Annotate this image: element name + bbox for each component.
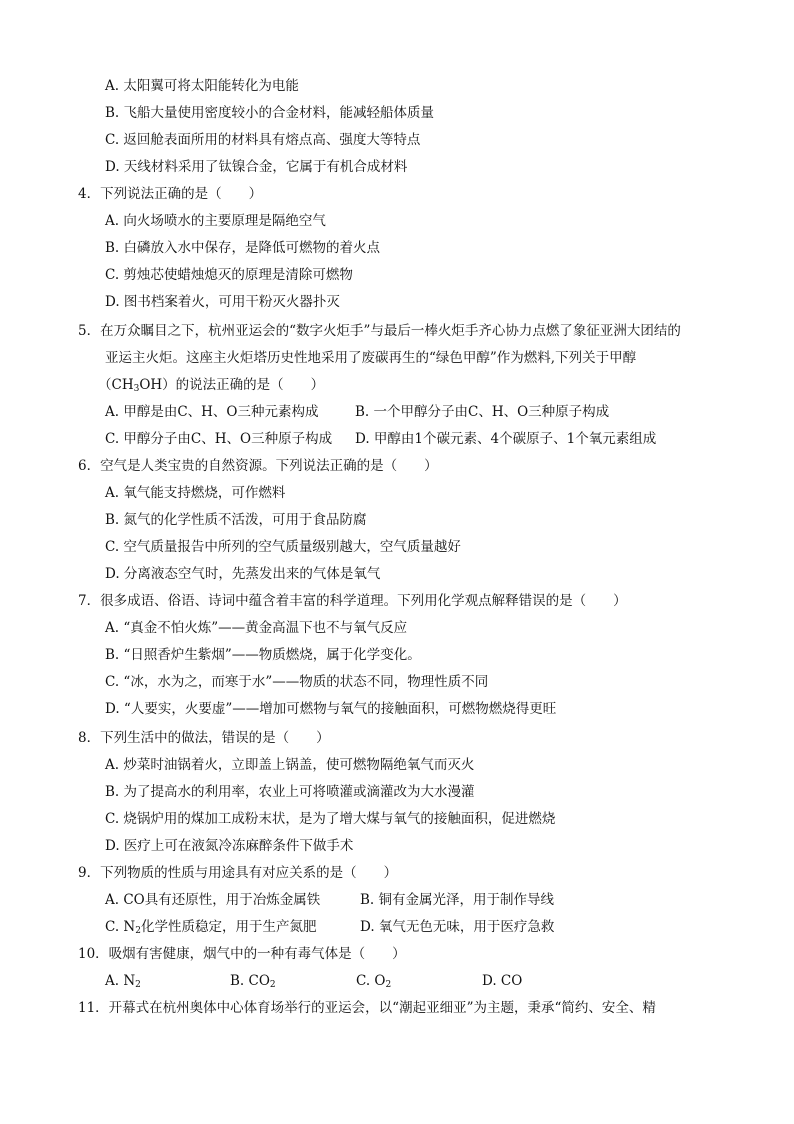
q5-option-d: D. 甲醇由1个碳元素、4个碳原子、1个氧元素组成 (355, 431, 657, 447)
q6-option-a: A. 氧气能支持燃烧，可作燃料 (105, 485, 286, 501)
q5-option-a: A. 甲醇是由C、H、O三种元素构成 (105, 404, 319, 420)
q9-option-c-pre: C. N (105, 919, 136, 935)
q10-option-b-sub: 2 (269, 980, 276, 990)
q11-stem: 11．开幕式在杭州奥体中心体育场举行的亚运会，以“潮起亚细亚”为主题，秉承“简约、安全、精 (78, 1000, 656, 1016)
q10-option-a (105, 972, 141, 994)
q9-option-c-sub: 2 (135, 926, 141, 936)
q5-formula-pre: （CH (98, 377, 134, 393)
q5-stem-line1: 5．在万众瞩目之下，杭州亚运会的“数字火炬手”与最后一棒火炬手齐心协力点燃了象征亚洲大团结的 (78, 323, 681, 339)
q4-option-b: B. 白磷放入水中保存，是降低可燃物的着火点 (105, 240, 381, 256)
q6-option-d: D. 分离液态空气时，先蒸发出来的气体是氧气 (105, 566, 381, 582)
q8-option-d: D. 医疗上可在液氮冷冻麻醉条件下做手术 (105, 838, 354, 854)
q9-option-c-post: 化学性质稳定，用于生产氮肥 (140, 919, 317, 935)
q3-option-a: A. 太阳翼可将太阳能转化为电能 (105, 78, 299, 94)
q4-option-d: D. 图书档案着火，可用干粉灭火器扑灭 (105, 294, 340, 310)
q10-option-c-sub: 2 (385, 980, 392, 990)
q5-stem-line3 (98, 376, 324, 398)
q10-option-b (230, 972, 276, 994)
q3-option-b: B. 飞船大量使用密度较小的合金材料，能减轻船体质量 (105, 105, 435, 121)
q6-option-c: C. 空气质量报告中所列的空气质量级别越大，空气质量越好 (105, 539, 461, 555)
q5-option-b: B. 一个甲醇分子由C、H、O三种原子构成 (355, 404, 610, 420)
q8-option-c: C. 烧锅炉用的煤加工成粉末状，是为了增大煤与氧气的接触面积，促进燃烧 (105, 811, 556, 827)
q8-option-a: A. 炒菜时油锅着火，立即盖上锅盖，使可燃物隔绝氧气而灭火 (105, 757, 475, 773)
q3-option-d: D. 天线材料采用了钛镍合金，它属于有机合成材料 (105, 159, 408, 175)
q4-option-c: C. 剪烛芯使蜡烛熄灭的原理是清除可燃物 (105, 267, 353, 283)
q9-option-a: A. CO具有还原性，用于冶炼金属铁 (105, 892, 321, 908)
q4-option-a: A. 向火场喷水的主要原理是隔绝空气 (105, 213, 326, 229)
q4-stem: 4．下列说法正确的是（ ） (78, 186, 263, 202)
q10-option-c-pre: C. O (356, 973, 386, 989)
q9-stem: 9．下列物质的性质与用途具有对应关系的是（ ） (78, 865, 398, 881)
q9-option-d: D. 氧气无色无味，用于医疗急救 (360, 919, 555, 935)
q7-option-c: C. “冰，水为之，而寒于水”——物质的状态不同，物理性质不同 (105, 674, 489, 690)
q10-option-a-pre: A. N (105, 973, 136, 989)
q9-option-c (105, 918, 316, 940)
q10-option-a-sub: 2 (135, 980, 141, 990)
q7-option-b: B. “日照香炉生紫烟”——物质燃烧，属于化学变化。 (105, 647, 421, 663)
q9-option-b: B. 铜有金属光泽，用于制作导线 (360, 892, 555, 908)
q7-stem: 7．很多成语、俗语、诗词中蕴含着丰富的科学道理。下列用化学观点解释错误的是（ ） (78, 593, 627, 609)
q10-stem: 10．吸烟有害健康，烟气中的一种有毒气体是（ ） (78, 946, 406, 962)
q10-option-b-pre: B. CO (230, 973, 270, 989)
q6-option-b: B. 氮气的化学性质不活泼，可用于食品防腐 (105, 512, 367, 528)
q5-formula-sub: 3 (133, 384, 140, 394)
q3-option-c: C. 返回舱表面所用的材料具有熔点高、强度大等特点 (105, 132, 421, 148)
q8-stem: 8．下列生活中的做法，错误的是（ ） (78, 730, 330, 746)
q5-formula-post: OH）的说法正确的是（ ） (139, 377, 325, 393)
q8-option-b: B. 为了提高水的利用率，农业上可将喷灌或滴灌改为大水漫灌 (105, 784, 475, 800)
q7-option-a: A. “真金不怕火炼”——黄金高温下也不与氧气反应 (105, 620, 408, 636)
q5-stem-line2: 亚运主火炬。这座主火炬塔历史性地采用了废碳再生的“绿色甲醇”作为燃料,下列关于甲醇 (105, 350, 637, 366)
q5-option-c: C. 甲醇分子由C、H、O三种原子构成 (105, 431, 333, 447)
q10-option-c (356, 972, 391, 994)
q7-option-d: D. “人要实，火要虚”——增加可燃物与氧气的接触面积，可燃物燃烧得更旺 (105, 701, 557, 717)
q10-option-d: D. CO (482, 973, 523, 989)
q6-stem: 6．空气是人类宝贵的自然资源。下列说法正确的是（ ） (78, 458, 438, 474)
